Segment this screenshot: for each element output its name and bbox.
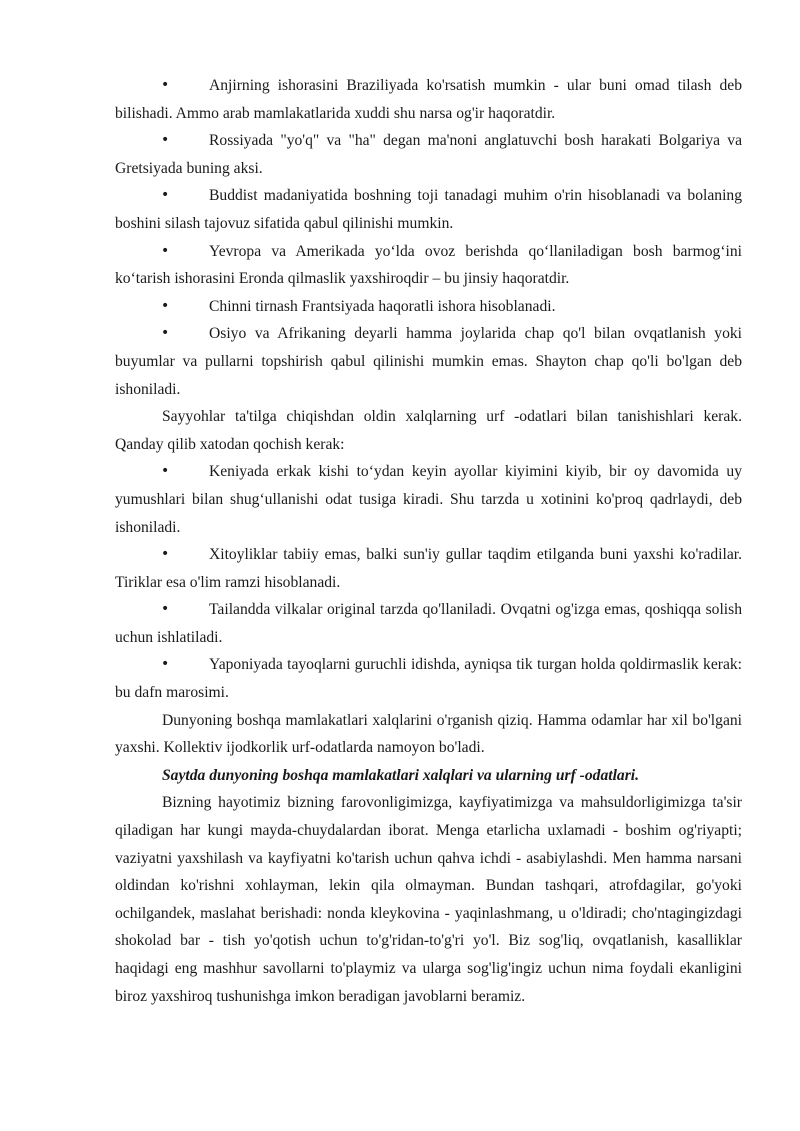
- bullet-item-anjir: [115, 72, 742, 127]
- document-page: [115, 72, 742, 1010]
- bullet-item-rossiya: [115, 127, 742, 182]
- bullet-text: Buddist madaniyatida boshning toji tanadagi muhim o'rin hisoblanadi va bolaning boshini silash tajovuz sifatida qabul qilinishi mumkin.: [115, 187, 742, 232]
- section-heading: Saytda dunyoning boshqa mamlakatlari xalqlari va ularning urf -odatlari.: [162, 766, 640, 784]
- bullet-item-xitoy: [115, 541, 742, 596]
- bullet-dot-icon: •: [161, 187, 170, 204]
- bullet-text: Chinni tirnash Frantsiyada haqoratli ishora hisoblanadi.: [209, 297, 556, 315]
- bullet-text: Xitoyliklar tabiiy emas, balki sun'iy gullar taqdim etilganda buni yaxshi ko'radilar. Tiriklar esa o'lim ramzi hisoblanadi.: [115, 546, 742, 591]
- bullet-dot-icon: •: [161, 463, 170, 480]
- bullet-dot-icon: •: [161, 656, 170, 673]
- bullet-dot-icon: •: [161, 77, 170, 93]
- paragraph-world: Dunyoning boshqa mamlakatlari xalqlarini o'rganish qiziq. Hamma odamlar har xil bo'lgani yaxshi. Kollektiv ijodkorlik urf-odatlarda namoyon bo'ladi.: [115, 711, 742, 757]
- bullet-item-osiyo: [115, 320, 742, 403]
- bullet-text: Anjirning ishorasini Braziliyada ko'rsatish mumkin - ular buni omad tilash deb bilishadi. Ammo arab mamlakatlarida xuddi shu narsa og'ir haqoratdir.: [115, 77, 742, 122]
- bullet-item-chinni: [115, 293, 742, 321]
- bullet-item-tailand: [115, 596, 742, 651]
- bullet-text: Yaponiyada tayoqlarni guruchli idishda, ayniqsa tik turgan holda qoldirmaslik kerak: bu dafn marosimi.: [115, 656, 742, 702]
- bullet-text: Tailandda vilkalar original tarzda qo'llaniladi. Ovqatni og'izga emas, qoshiqqa solish uchun ishlatiladi.: [115, 601, 742, 646]
- bullet-dot-icon: •: [161, 132, 170, 149]
- bullet-item-yevropa: [115, 238, 742, 293]
- bullet-text: Rossiyada "yo'q" va "ha" degan ma'noni anglatuvchi bosh harakati Bolgariya va Gretsiyada buning aksi.: [115, 132, 742, 177]
- bullet-dot-icon: •: [161, 297, 170, 314]
- bullet-dot-icon: •: [161, 546, 170, 563]
- paragraph-final: Bizning hayotimiz bizning farovonligimizga, kayfiyatimizga va mahsuldorligimizga ta'sir qiladigan har kungi mayda-chuydalardan iborat. Menga etarlicha uxlamadi - boshim og'riyapti; vaziyatni yaxshilash va kayfiyatni ko'tarish uchun qahva ichdi - asabiylashdi. Men hamma narsani oldindan ko'rishni xohlayman, lekin qila olmayman. Bundan tashqari, atrofdagilar, go'yoki ochilgandek, maslahat berishadi: nonda kleykovina - yaqinlashmang, u o'ldiradi; cho'ntagingizdagi shokolad bar - tish yo'qotish uchun to'g'ridan-to'g'ri yo'l. Biz sog'liq, ovqatlanish, kasalliklar haqidagi eng mashhur savollarni to'playmiz va ularga sog'lig'ingiz uchun nima foydali ekanligini biroz yaxshiroq tushunishga imkon beradigan javoblarni beramiz.: [115, 794, 742, 1005]
- bullet-text: Yevropa va Amerikada yo‘lda ovoz berishda qo‘llaniladigan bosh barmog‘ini ko‘tarish ishorasini Eronda qilmaslik yaxshiroqdir – bu jinsiy haqoratdir.: [115, 242, 742, 288]
- bullet-dot-icon: •: [161, 242, 170, 259]
- bullet-item-keniya: [115, 458, 742, 541]
- bullet-dot-icon: •: [161, 601, 170, 618]
- paragraph-intro: Sayyohlar ta'tilga chiqishdan oldin xalqlarning urf -odatlari bilan tanishishlari kerak. Qanday qilib xatodan qochish kerak:: [115, 408, 742, 453]
- bullet-item-yaponiya: [115, 651, 742, 706]
- bullet-text: Osiyo va Afrikaning deyarli hamma joylarida chap qo'l bilan ovqatlanish yoki buyumlar va pullarni topshirish qabul qilinishi mumkin emas. Shayton chap qo'li bo'lgan deb ishoniladi.: [115, 325, 742, 398]
- bullet-item-buddist: [115, 182, 742, 237]
- bullet-text: Keniyada erkak kishi to‘ydan keyin ayollar kiyimini kiyib, bir oy davomida uy yumushlari bilan shug‘ullanishi odat tusiga kiradi. Shu tarzda u xotinini ko'proq qadrlaydi, deb ishoniladi.: [115, 463, 742, 536]
- bullet-dot-icon: •: [161, 325, 170, 342]
